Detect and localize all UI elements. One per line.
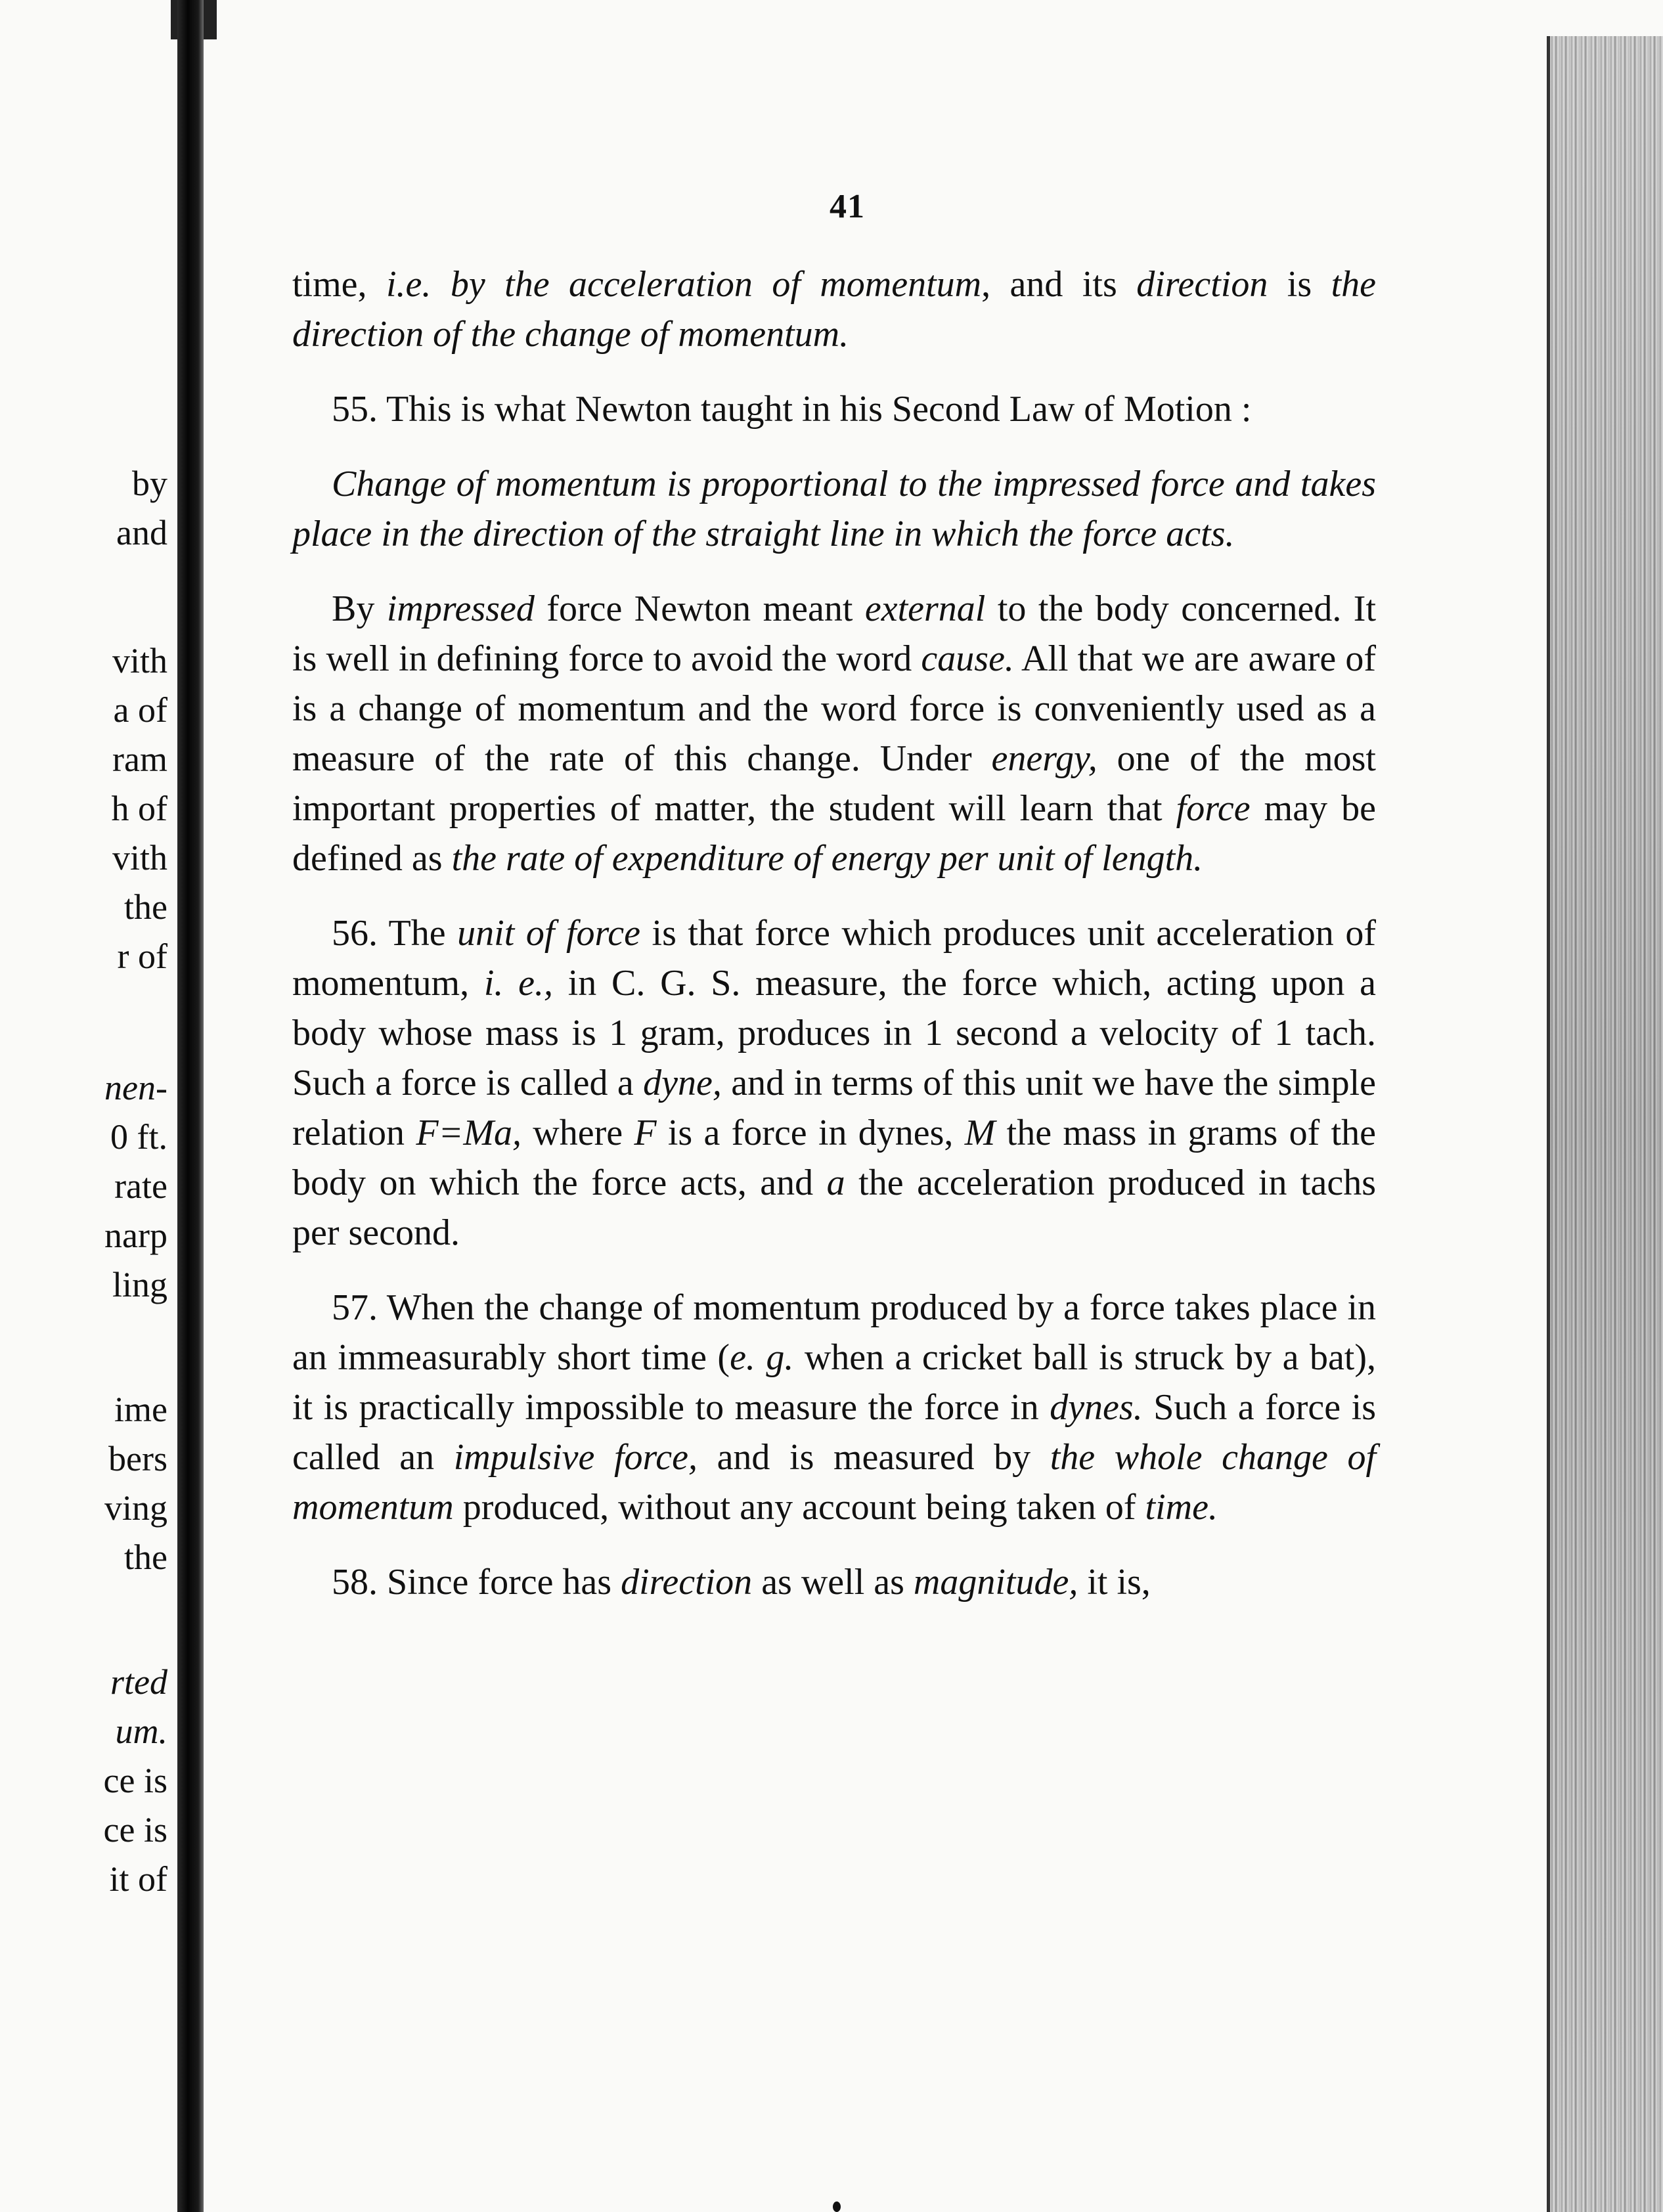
paragraph-impressed-force: By impressed force Newton meant external to the body concerned. It is well in defining force to avoid the word cause. All that we are aware of is a change of momentum and the word force is conveniently used as a measure of the rate of this change. Under energy, one of the most important properties of matter, the student will learn that force may be defined as the rate of expenditure of energy per unit of length.: [292, 588, 1377, 879]
facing-page-fragment-line: by: [132, 464, 167, 503]
ink-spot: [833, 2201, 841, 2212]
paragraph-continuation: time, i.e. by the acceleration of momentum, and its direction is the direction of the change of momentum.: [292, 264, 1377, 355]
paragraph-55: 55. This is what Newton taught in his Second Law of Motion :: [332, 389, 1252, 430]
page-number: 41: [830, 188, 865, 225]
facing-page-fragment-line: bers: [108, 1439, 167, 1478]
facing-page-fragment-line: nen-: [104, 1068, 167, 1107]
facing-page-fragment-line: ling: [112, 1265, 167, 1304]
facing-page-fragment-line: a of: [113, 690, 167, 730]
facing-page-fragment-line: it of: [109, 1859, 167, 1899]
facing-page-fragment-line: r of: [117, 937, 167, 976]
facing-page-fragment-line: vith: [112, 641, 167, 680]
facing-page-fragment-line: rted: [110, 1662, 167, 1702]
facing-page-fragment-line: and: [116, 513, 167, 552]
facing-page-fragment-line: um.: [115, 1712, 167, 1751]
facing-page-fragment-line: h of: [111, 789, 167, 828]
facing-page-fragment-line: 0 ft.: [110, 1117, 167, 1157]
newton-second-law: Change of momentum is proportional to the impressed force and takes place in the direction of the straight line in which the force acts.: [292, 464, 1376, 554]
facing-page-fragment-line: the: [124, 1537, 167, 1577]
facing-page-fragment-line: ving: [104, 1488, 167, 1528]
facing-page-fragment-line: the: [124, 887, 167, 927]
facing-page-fragment-line: rate: [114, 1166, 167, 1206]
paragraph-58: 58. Since force has direction as well as magnitude, it is,: [332, 1562, 1151, 1603]
paragraph-56: 56. The unit of force is that force which produces unit acceleration of momentum, i. e., in C. G. S. measure, the force which, acting upon a body whose mass is 1 gram, produces in 1 second a velocity of 1 tach. Such a force is called a dyne, and in terms of this unit we have the simple relation F=Ma, where F is a force in dynes, M the mass in grams of the body on which the force acts, and a the acceleration produced in tachs per second.: [292, 913, 1377, 1253]
book-spine-gutter: [177, 0, 204, 2212]
page-text: [292, 259, 1376, 1607]
facing-page-fragment-line: ram: [112, 740, 167, 779]
facing-page-fragment-line: ime: [114, 1390, 167, 1429]
facing-page-fragment-line: vith: [112, 838, 167, 877]
page-stack-fore-edge: [1550, 36, 1663, 2212]
facing-page-fragment-line: ce is: [103, 1761, 167, 1800]
facing-page-fragment-line: ce is: [103, 1810, 167, 1849]
facing-page-fragment-line: narp: [104, 1216, 167, 1255]
paragraph-57: 57. When the change of momentum produced by a force takes place in an immeasurably short time (e. g. when a cricket ball is struck by a bat), it is practically impossible to measure the force in dynes. Such a force is called an impulsive force, and is measured by the whole change of momentum produced, without any account being taken of time.: [292, 1287, 1377, 1528]
facing-page-fragment: [0, 0, 177, 2212]
